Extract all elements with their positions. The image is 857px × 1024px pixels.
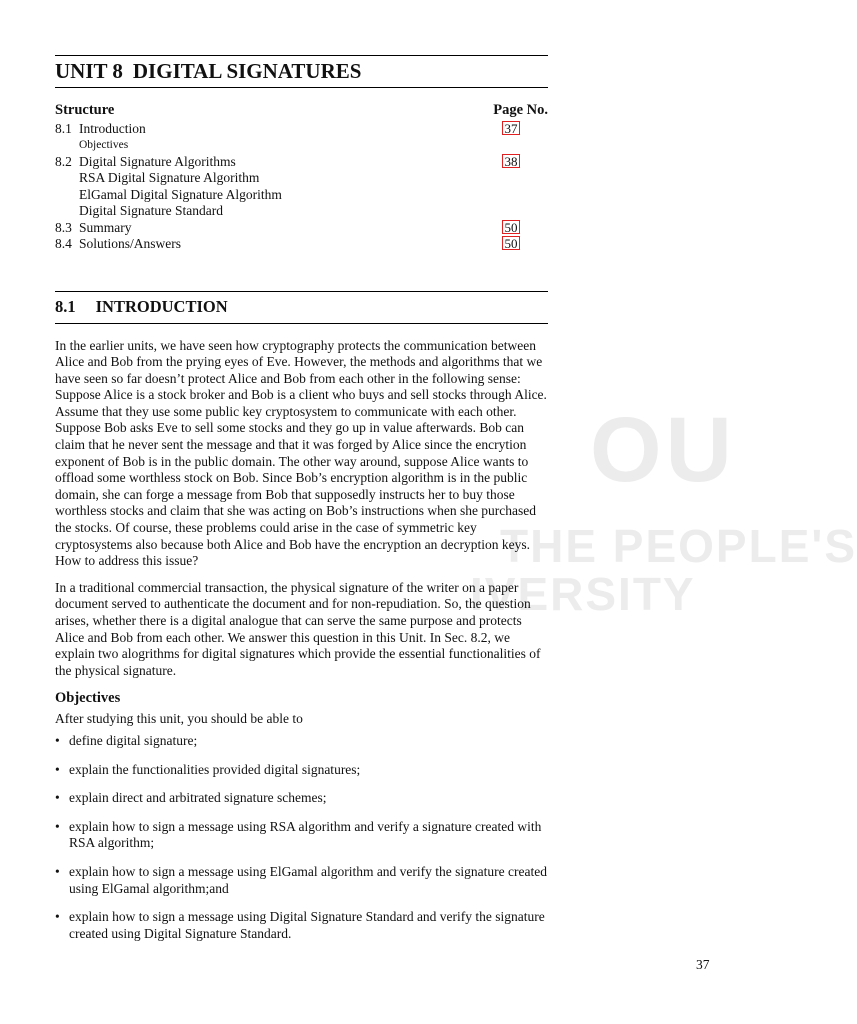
objectives-intro: After studying this unit, you should be able to bbox=[55, 711, 303, 727]
objectives-heading: Objectives bbox=[55, 690, 121, 707]
section-bottom-rule bbox=[55, 323, 548, 324]
objective-item: • explain how to sign a message using Digital Signature Standard and verify the signature created using Digital Signature Standard. bbox=[55, 909, 548, 942]
toc-row bbox=[55, 236, 548, 253]
objective-item: • define digital signature; bbox=[55, 733, 548, 750]
toc-row bbox=[55, 170, 548, 187]
toc-page-link[interactable]: 37 bbox=[502, 121, 520, 135]
toc-row-label: Introduction bbox=[79, 120, 146, 136]
intro-paragraph: In the earlier units, we have seen how cryptography protects the communication between Alice and Bob from the prying eyes of Eve. However, the methods and algorithms that we have seen so far doesn’t protect Alice and Bob from each other in the following sense: Suppose Alice is a stock broker and Bob is a client who buys and sell stocks through Alice. Assume that they use some public key cryptosystem to communicate with each other. Suppose Bob asks Eve to sell some stocks and they go up in value afterwards. Bob can claim that he never sent the message and that it was forged by Alice since the encrytion exponent of Bob is in the public domain. The other way around, suppose Alice wants to offload some worthless stock on Bob. Since Bob’s encryption algorithm is in the public domain, she can forge a message from Bob that supposedly instructs her to buy those worthless stocks and claim that she was acting on Bob’s instructions when she purchased the stocks. Of course, these problems could arise in the case of symmetric key cryptosystems also because both Alice and Bob have the encryption an decryption keys. How to address this issue? bbox=[55, 337, 547, 569]
watermark-line-3: IVERSITY bbox=[470, 568, 696, 620]
toc-row bbox=[55, 154, 548, 171]
toc-row-label: Digital Signature Standard bbox=[79, 203, 223, 218]
toc-row-number: 8.2 bbox=[55, 153, 72, 169]
toc-page-link[interactable]: 50 bbox=[502, 220, 520, 234]
watermark-line-1: OU bbox=[590, 399, 736, 501]
toc-row bbox=[55, 137, 548, 154]
objective-item: • explain direct and arbitrated signature schemes; bbox=[55, 790, 548, 807]
unit-name: DIGITAL SIGNATURES bbox=[132, 59, 362, 83]
toc-row bbox=[55, 121, 548, 138]
toc-header bbox=[55, 102, 548, 119]
title-bottom-rule bbox=[55, 87, 548, 88]
toc-row bbox=[55, 220, 548, 237]
table-of-contents bbox=[55, 102, 548, 253]
unit-number: UNIT 8 bbox=[55, 59, 123, 83]
toc-row-number: 8.4 bbox=[55, 236, 72, 251]
document-page bbox=[55, 55, 548, 954]
toc-row-label: Objectives bbox=[79, 139, 129, 151]
objective-item: • explain how to sign a message using ElGamal algorithm and verify the signature created using ElGamal algorithm;and bbox=[55, 864, 548, 897]
title-top-rule bbox=[55, 55, 548, 56]
unit-title bbox=[55, 59, 548, 83]
objective-item: • explain the functionalities provided digital signatures; bbox=[55, 762, 548, 779]
toc-row-number: 8.1 bbox=[55, 120, 72, 136]
toc-row-label: ElGamal Digital Signature Algorithm bbox=[79, 186, 282, 202]
toc-structure-heading: Structure bbox=[55, 102, 115, 118]
objectives-list bbox=[55, 733, 548, 942]
section-name: INTRODUCTION bbox=[95, 296, 228, 316]
toc-row bbox=[55, 187, 548, 204]
toc-row-label: Summary bbox=[79, 219, 132, 235]
toc-row-number: 8.3 bbox=[55, 219, 72, 235]
section-header bbox=[55, 291, 548, 324]
section-title bbox=[55, 297, 548, 316]
toc-row-label: Digital Signature Algorithms bbox=[79, 153, 236, 169]
section-number: 8.1 bbox=[55, 296, 76, 316]
page-number: 37 bbox=[696, 957, 710, 972]
toc-row-label: RSA Digital Signature Algorithm bbox=[79, 170, 260, 185]
toc-row-label: Solutions/Answers bbox=[79, 236, 182, 251]
watermark-line-2: THE PEOPLE'S bbox=[500, 520, 857, 572]
toc-page-link[interactable]: 50 bbox=[502, 236, 520, 250]
section-top-rule bbox=[55, 291, 548, 292]
toc-row bbox=[55, 203, 548, 220]
toc-page-heading: Page No. bbox=[493, 102, 548, 118]
toc-page-link[interactable]: 38 bbox=[502, 154, 520, 168]
intro-paragraph: In a traditional commercial transaction, the physical signature of the writer on a paper document served to authenticate the document and for non-repudiation. So, the question arises, whether there is a digital analogue that can serve the same purpose and protects Alice and Bob from each other. We answer this question in this Unit. In Sec. 8.2, we explain two alogrithms for digital signatures which provide the essential functionalities of the physical signature. bbox=[55, 579, 541, 678]
objective-item: • explain how to sign a message using RSA algorithm and verify a signature created with RSA algorithm; bbox=[55, 819, 548, 852]
